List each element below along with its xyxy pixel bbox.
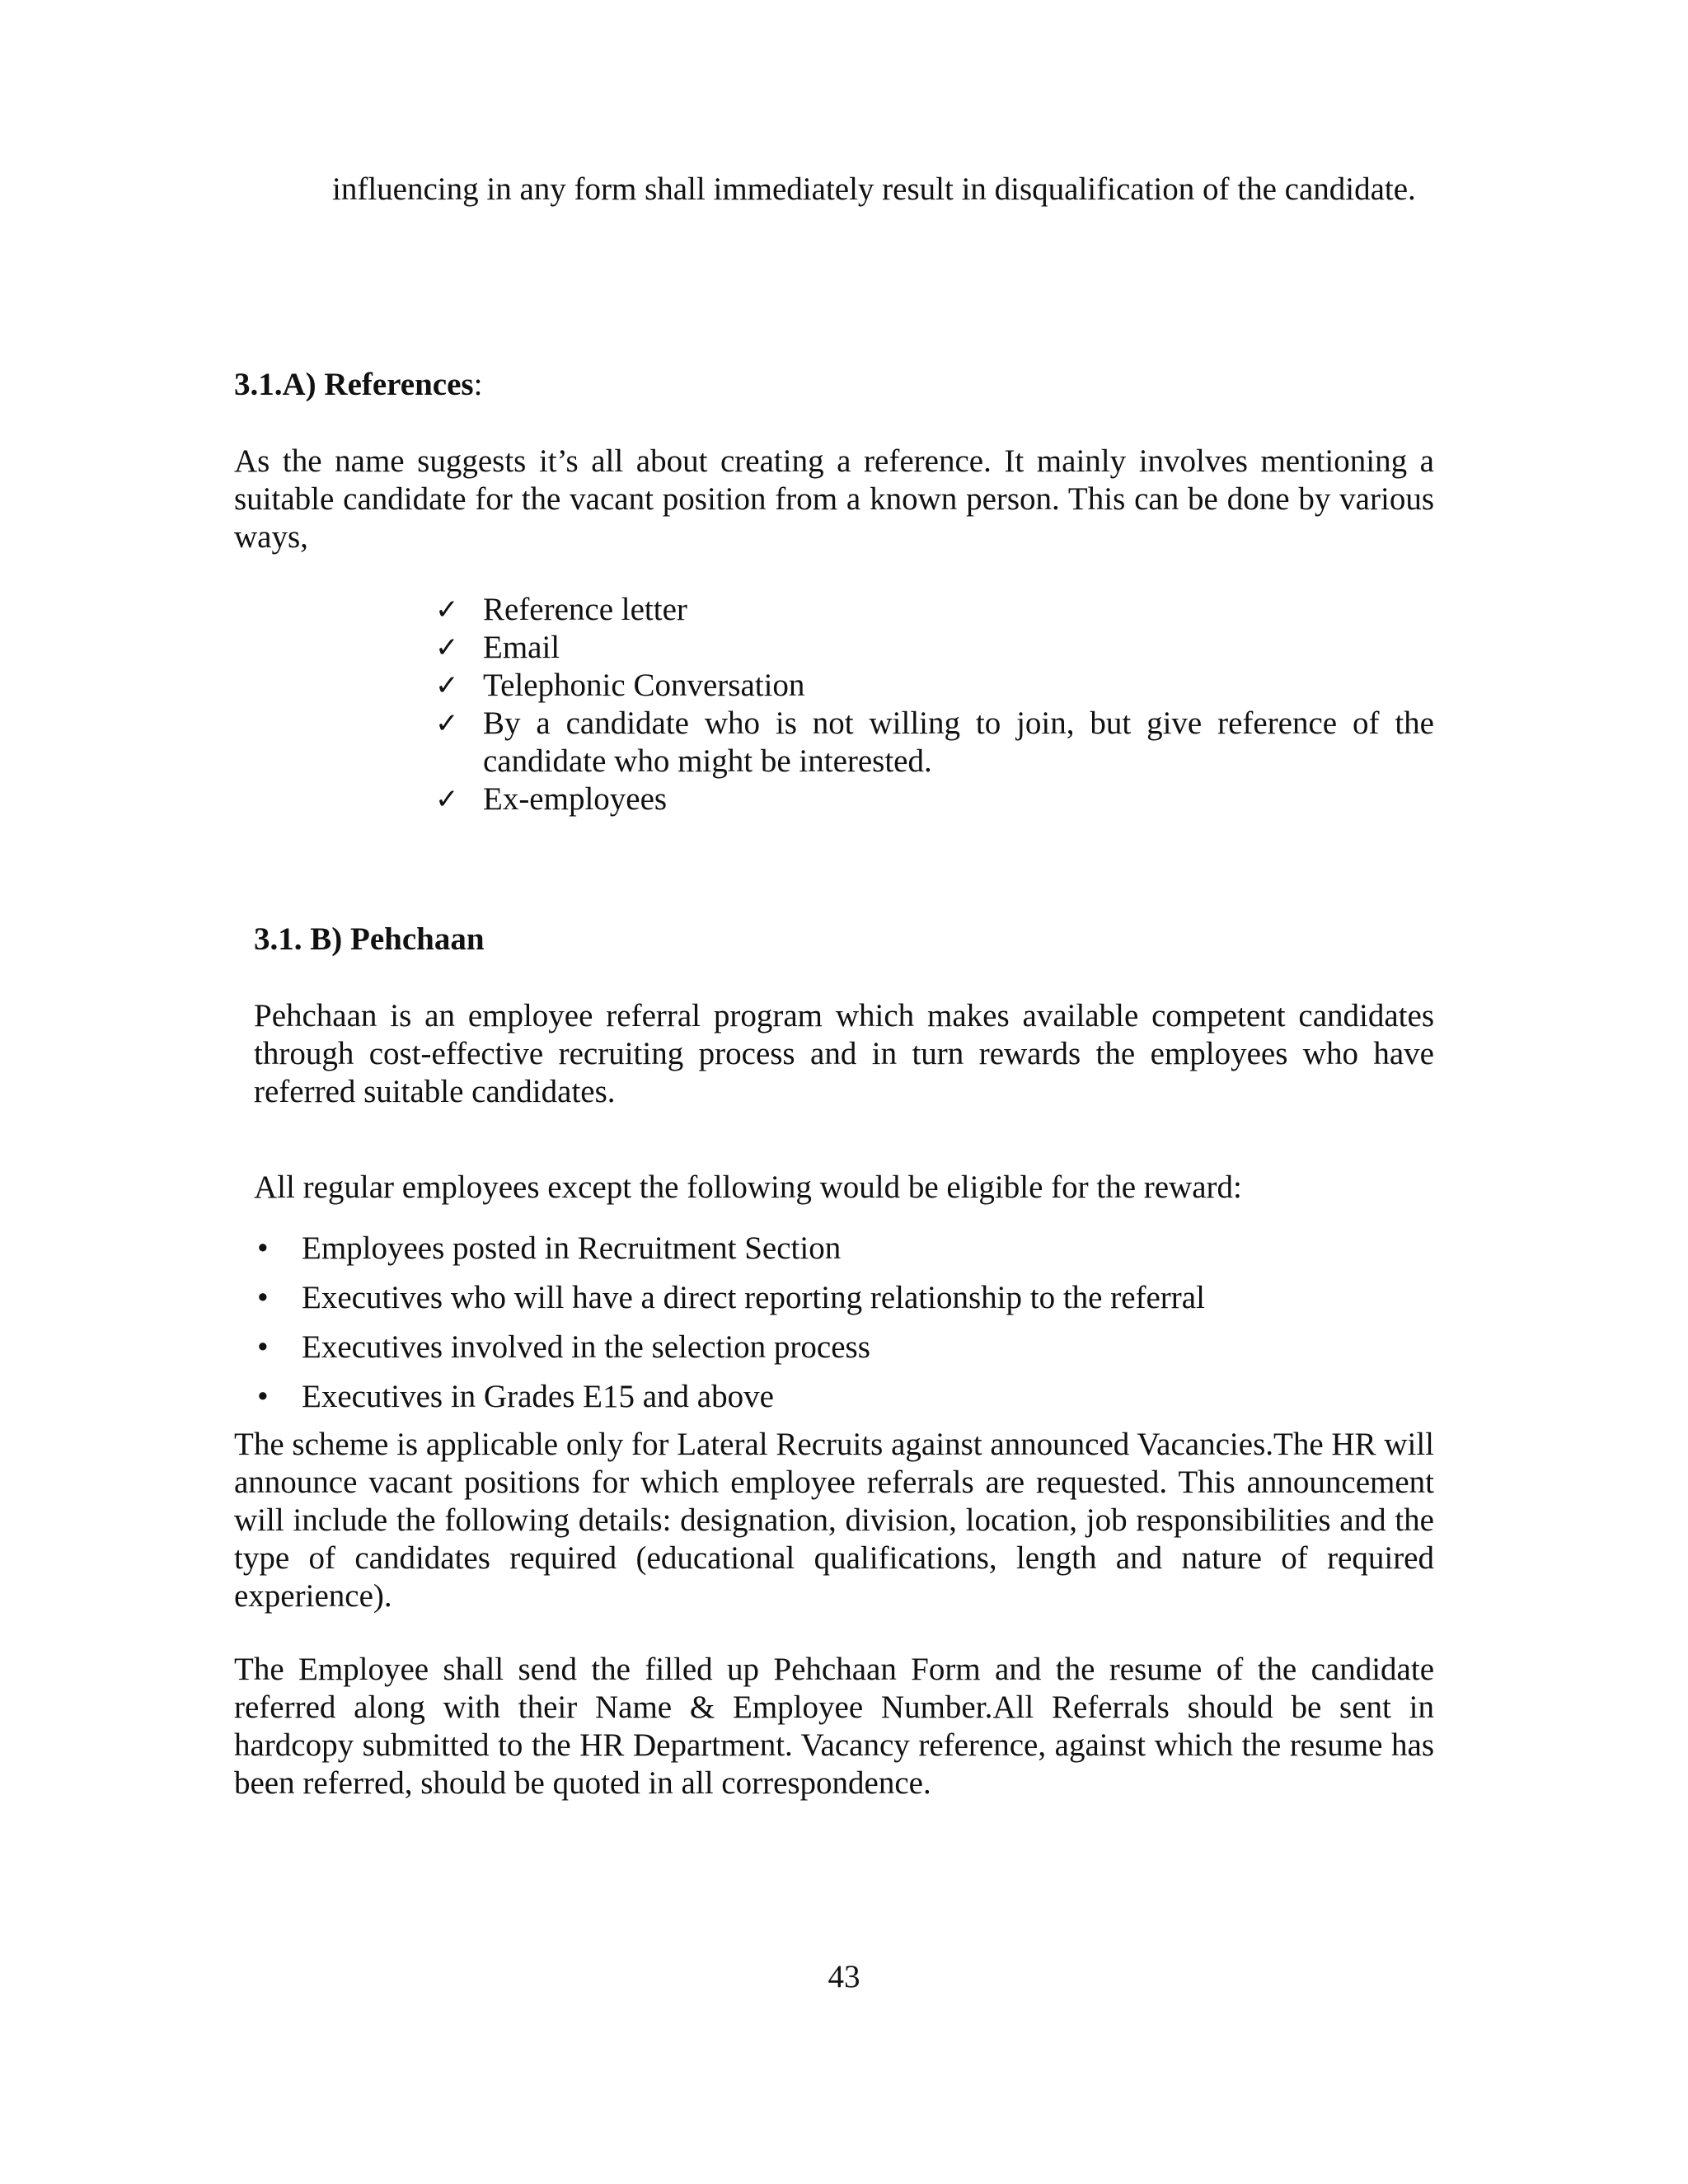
submission-paragraph: The Employee shall send the filled up Pehchaan Form and the resume of the candidate referred along with their Name & Employee Number.All Referrals should be sent in hardcopy submitted to the HR Department. Vacancy reference, against which the resume has been referred, should be quoted in all correspondence.	[234, 1652, 1434, 1801]
checkmark-icon: ✓	[435, 593, 459, 626]
references-heading	[234, 366, 1434, 404]
pehchaan-heading: 3.1. B) Pehchaan	[254, 921, 485, 957]
list-item-text: Executives who will have a direct reporting relationship to the referral	[302, 1280, 1205, 1315]
list-item	[435, 705, 1434, 780]
references-heading-label: 3.1.A) References	[234, 367, 474, 402]
list-item	[435, 591, 1434, 629]
bullet-icon: •	[257, 1379, 269, 1414]
list-item-text: Executives involved in the selection process	[302, 1329, 870, 1365]
bullet-icon: •	[257, 1280, 269, 1315]
references-heading-colon: :	[473, 367, 483, 402]
references-intro-paragraph: As the name suggests it’s all about creating a reference. It mainly involves mentioning a suitable candidate for the vacant position from a known person. This can be done by various ways,	[234, 443, 1434, 555]
checkmark-icon: ✓	[435, 669, 459, 702]
checkmark-icon: ✓	[435, 707, 459, 740]
checkmark-icon: ✓	[435, 631, 459, 664]
exclusions-list	[254, 1224, 1434, 1422]
continuation-paragraph: influencing in any form shall immediately result in disqualification of the candidate.	[332, 171, 1416, 207]
eligibility-lead-text: All regular employees except the following would be eligible for the reward:	[254, 1169, 1242, 1205]
scheme-paragraph: The scheme is applicable only for Lateral Recruits against announced Vacancies.The HR will announce vacant positions for which employee referrals are requested. This announcement will include the following details: designation, division, location, job responsibilities and the type of candidates required (educational qualifications, length and nature of required experience).	[234, 1427, 1434, 1614]
list-item	[254, 1224, 1434, 1273]
list-item	[254, 1273, 1434, 1323]
reference-methods-list	[435, 591, 1434, 818]
list-item	[435, 667, 1434, 705]
page-number: 43	[828, 1959, 860, 1994]
list-item	[254, 1323, 1434, 1372]
checkmark-icon: ✓	[435, 783, 459, 816]
list-item-text: Executives in Grades E15 and above	[302, 1379, 774, 1414]
list-item	[435, 629, 1434, 667]
list-item	[254, 1372, 1434, 1422]
list-item-text: Telephonic Conversation	[483, 668, 805, 703]
list-item-text: Email	[483, 630, 560, 665]
list-item	[435, 780, 1434, 818]
list-item-text: Employees posted in Recruitment Section	[302, 1230, 842, 1266]
list-item-text: Ex-employees	[483, 781, 668, 817]
bullet-icon: •	[257, 1230, 269, 1266]
bullet-icon: •	[257, 1329, 269, 1365]
pehchaan-intro-paragraph: Pehchaan is an employee referral program which makes available competent candidates through cost-effective recruiting process and in turn rewards the employees who have referred suitable candidates.	[254, 998, 1434, 1109]
list-item-text: Reference letter	[483, 592, 687, 627]
list-item-text: By a candidate who is not willing to join, but give reference of the candidate who might be interested.	[483, 705, 1434, 779]
